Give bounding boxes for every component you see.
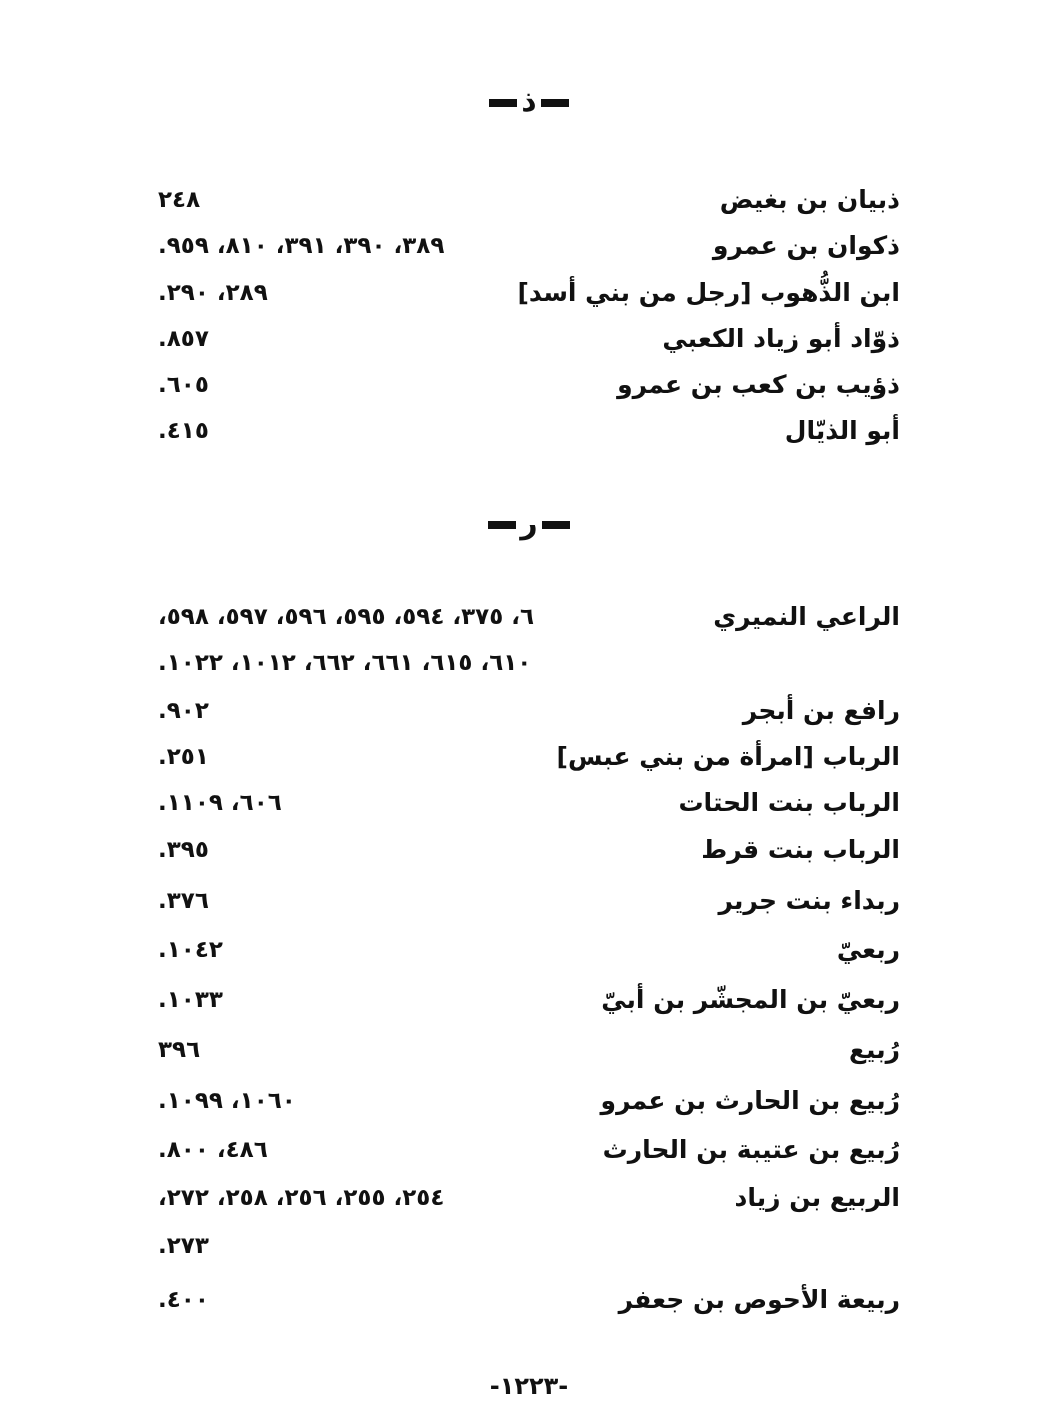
entry-pages: ٢٥١.	[158, 744, 209, 770]
entry-name: أبو الذيّال	[784, 416, 900, 445]
index-entry	[0, 1178, 1058, 1218]
entry-pages: ٢٨٩، ٢٩٠.	[158, 280, 268, 306]
entry-pages: ٣٩٥.	[158, 837, 209, 863]
entry-name: الراعي النميري	[713, 602, 900, 631]
index-entry	[0, 691, 1058, 731]
index-entry	[0, 1280, 1058, 1320]
entry-name: الربيع بن زياد	[734, 1183, 900, 1212]
index-entry	[0, 180, 1058, 220]
header-bar-left	[488, 521, 516, 529]
entry-name: رُبيع بن عتيبة بن الحارث	[602, 1135, 900, 1164]
section-letter: ذ	[521, 84, 537, 119]
entry-name: ذؤيب بن كعب بن عمرو	[617, 370, 900, 399]
entry-pages: ٤٠٠.	[158, 1287, 209, 1313]
index-entry	[0, 980, 1058, 1020]
entry-name: ربداء بنت جرير	[718, 886, 900, 915]
index-entry	[0, 1081, 1058, 1121]
entry-pages: ٣٧٦.	[158, 888, 209, 914]
entry-pages: ٢٧٣.	[158, 1233, 209, 1259]
entry-pages: ٨٥٧.	[158, 326, 209, 352]
index-entry	[0, 830, 1058, 870]
page-number: -١٢٢٣-	[489, 1372, 569, 1400]
entry-name: رافع بن أبجر	[742, 696, 900, 725]
entry-name: ذوّاد أبو زياد الكعبي	[662, 324, 900, 353]
entry-pages: ٣٨٩، ٣٩٠، ٣٩١، ٨١٠، ٩٥٩.	[158, 233, 445, 259]
entry-pages: ٣٩٦	[158, 1037, 201, 1063]
index-entry	[0, 597, 1058, 637]
index-entry	[0, 411, 1058, 451]
entry-pages: ١٠٦٠، ١٠٩٩.	[158, 1088, 296, 1114]
entry-pages: ٢٤٨	[158, 187, 201, 213]
entry-name: ذكوان بن عمرو	[712, 231, 900, 260]
header-bar-right	[542, 521, 570, 529]
entry-pages: ٢٥٤، ٢٥٥، ٢٥٦، ٢٥٨، ٢٧٢،	[158, 1185, 445, 1211]
entry-name: الرباب [امرأة من بني عبس]	[556, 742, 900, 771]
entry-name: الرباب بنت الحتات	[678, 788, 900, 817]
section-header-dhal	[0, 84, 1058, 119]
index-entry	[0, 737, 1058, 777]
header-bar-left	[489, 99, 517, 107]
entry-pages: ٦، ٣٧٥، ٥٩٤، ٥٩٥، ٥٩٦، ٥٩٧، ٥٩٨،	[158, 604, 535, 630]
entry-pages: ٦٠٦، ١١٠٩.	[158, 790, 282, 816]
index-entry	[0, 319, 1058, 359]
entry-pages: ١٠٣٣.	[158, 987, 223, 1013]
entry-pages: ٤٨٦، ٨٠٠.	[158, 1137, 268, 1163]
index-entry-continuation	[0, 643, 1058, 683]
entry-name: ربيعة الأحوص بن جعفر	[618, 1285, 900, 1314]
index-entry	[0, 930, 1058, 970]
index-entry	[0, 1030, 1058, 1070]
entry-name: ربعيّ بن المجشّر بن أبيّ	[601, 985, 900, 1014]
entry-pages: ٦١٠، ٦١٥، ٦٦١، ٦٦٢، ١٠١٢، ١٠٢٢.	[158, 650, 532, 676]
header-bar-right	[541, 99, 569, 107]
entry-pages: ٩٠٢.	[158, 698, 209, 724]
index-entry	[0, 881, 1058, 921]
section-header-ra	[0, 506, 1058, 541]
entry-name: رُبيع	[848, 1035, 900, 1064]
entry-pages: ٦٠٥.	[158, 372, 209, 398]
entry-pages: ١٠٤٢.	[158, 937, 223, 963]
entry-name: رُبيع بن الحارث بن عمرو	[600, 1086, 900, 1115]
entry-name: ربعيّ	[836, 935, 900, 964]
entry-name: الرباب بنت قرط	[701, 835, 900, 864]
entry-name: ابن الذُّهوب [رجل من بني أسد]	[517, 278, 900, 307]
index-entry	[0, 226, 1058, 266]
index-entry	[0, 365, 1058, 405]
index-entry	[0, 273, 1058, 313]
index-entry	[0, 783, 1058, 823]
entry-pages: ٤١٥.	[158, 418, 209, 444]
index-entry-continuation	[0, 1226, 1058, 1266]
section-letter: ر	[520, 506, 538, 541]
entry-name: ذبيان بن بغيض	[719, 185, 900, 214]
index-entry	[0, 1130, 1058, 1170]
